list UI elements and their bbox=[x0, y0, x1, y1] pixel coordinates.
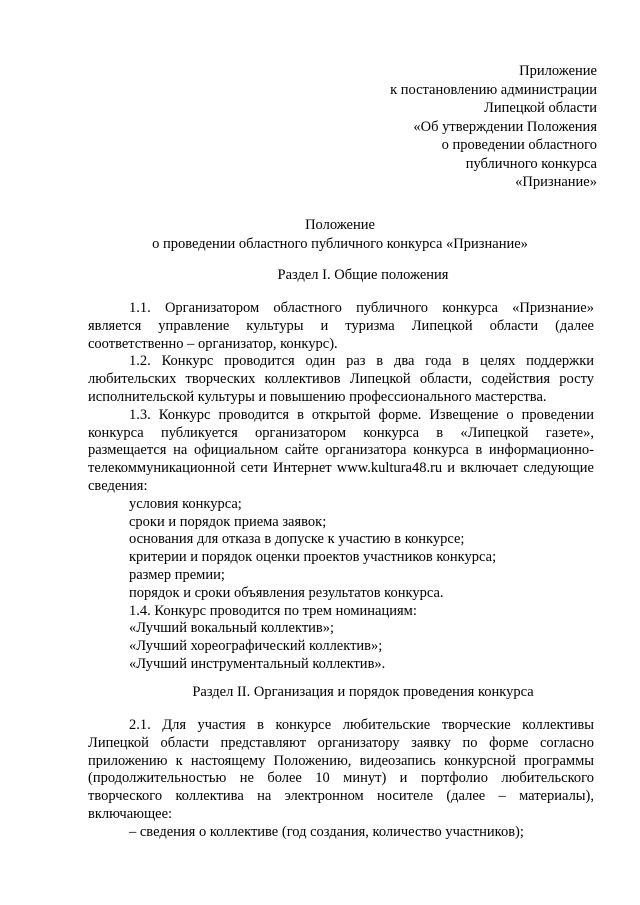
appendix-line: Приложение bbox=[519, 63, 597, 79]
nomination-item: «Лучший инструментальный коллектив». bbox=[129, 655, 386, 672]
section-1-heading: Раздел I. Общие положения bbox=[277, 267, 449, 283]
paragraph-1-2: 1.2. Конкурс проводится один раз в два года в целях поддержки любительских творческих коллективов Липецкой области, содействия росту исполнительской культуры и повышению профессионального мастерства. bbox=[88, 353, 594, 405]
title-line-2: о проведении областного публичного конкурса «Признание» bbox=[152, 235, 528, 252]
appendix-line: к постановлению администрации bbox=[390, 81, 597, 98]
paragraph-1-4: 1.4. Конкурс проводится по трем номинациям: bbox=[129, 602, 417, 619]
info-list-item: сроки и порядок приема заявок; bbox=[129, 513, 327, 530]
info-list-item: критерии и порядок оценки проектов участников конкурса; bbox=[129, 549, 497, 566]
section-2-heading: Раздел II. Организация и порядок проведения конкурса bbox=[192, 684, 534, 700]
nomination-item: «Лучший вокальный коллектив»; bbox=[129, 620, 335, 637]
appendix-line: Липецкой области bbox=[484, 100, 597, 116]
document-title bbox=[0, 216, 640, 253]
paragraph-1-1: 1.1. Организатором областного публичного конкурса «Признание» является управление культуры и туризма Липецкой области (далее соответственно – организатор, конкурс). bbox=[88, 300, 594, 352]
appendix-line: публичного конкурса bbox=[465, 155, 597, 172]
paragraph-1-3: 1.3. Конкурс проводится в открытой форме. Извещение о проведении конкурса публикуется организатором конкурса в «Липецкой газете», размещается на официальном сайте организатора конкурса в информационно-телекоммуникационной сети Интернет www.kultura48.ru и включает следующие сведения: bbox=[88, 406, 594, 494]
materials-list-item: – сведения о коллективе (год создания, количество участников); bbox=[129, 823, 524, 840]
appendix-block bbox=[390, 62, 597, 192]
appendix-line: «Признание» bbox=[515, 174, 597, 190]
title-line-1: Положение bbox=[305, 217, 375, 233]
appendix-line: «Об утверждении Положения bbox=[413, 118, 597, 135]
nomination-item: «Лучший хореографический коллектив»; bbox=[129, 638, 383, 655]
section-2-body bbox=[88, 717, 594, 842]
info-list-item: размер премии; bbox=[129, 566, 225, 583]
info-list-item: основания для отказа в допуске к участию в конкурсе; bbox=[129, 531, 465, 548]
appendix-line: о проведении областного bbox=[441, 137, 597, 153]
info-list-item: условия конкурса; bbox=[129, 495, 242, 512]
info-list-item: порядок и сроки объявления результатов конкурса. bbox=[129, 584, 444, 601]
paragraph-2-1: 2.1. Для участия в конкурсе любительские творческие коллективы Липецкой области представляют организатору заявку по форме согласно приложению к настоящему Положению, видеозапись конкурсной программы (продолжительностью не более 10 минут) и портфолио любительского творческого коллектива на электронном носителе (далее – материалы), включающее: bbox=[88, 717, 594, 822]
section-1-body bbox=[88, 300, 594, 674]
